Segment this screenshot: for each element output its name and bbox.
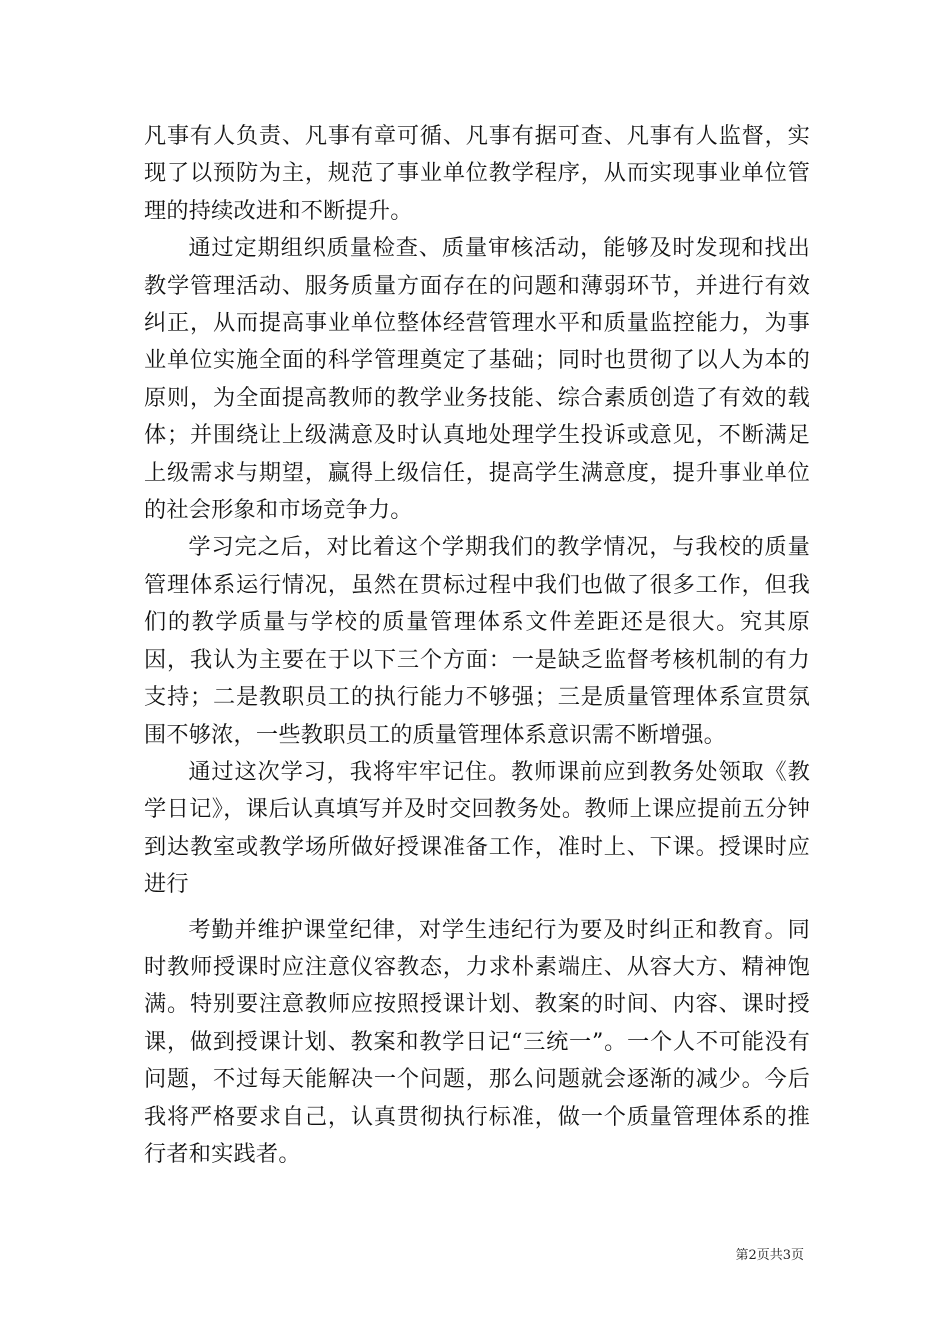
page-number: 第2页共3页 <box>735 1248 804 1263</box>
paragraph-quality-inspection: 通过定期组织质量检查、质量审核活动，能够及时发现和找出教学管理活动、服务质量方面存在的问题和薄弱环节，并进行有效纠正，从而提高事业单位整体经营管理水平和质量监控能力，为事业单位实施全面的科学管理奠定了基础；同时也贯彻了以人为本的原则，为全面提高教师的教学业务技能、综合素质创造了有效的载体；并围绕让上级满意及时认真地处理学生投诉或意见，不断满足上级需求与期望，赢得上级信任，提高学生满意度，提升事业单位的社会形象和市场竞争力。 <box>144 235 810 524</box>
paragraph-after-study: 学习完之后，对比着这个学期我们的教学情况，与我校的质量管理体系运行情况，虽然在贯标过程中我们也做了很多工作，但我们的教学质量与学校的质量管理体系文件差距还是很大。究其原因，我认为主要在于以下三个方面：一是缺乏监督考核机制的有力支持；二是教职员工的执行能力不够强；三是质量管理体系宣贯氛围不够浓，一些教职员工的质量管理体系意识需不断增强。 <box>144 534 810 748</box>
paragraph-continuation: 凡事有人负责、凡事有章可循、凡事有据可查、凡事有人监督，实现了以预防为主，规范了事业单位教学程序，从而实现事业单位管理的持续改进和不断提升。 <box>144 123 810 224</box>
document-body <box>144 118 810 1173</box>
paragraph-teaching-diary: 通过这次学习，我将牢牢记住。教师课前应到教务处领取《教学日记》，课后认真填写并及时交回教务处。教师上课应提前五分钟到达教室或教学场所做好授课准备工作，准时上、下课。授课时应进行 <box>144 758 810 898</box>
paragraph-attendance: 考勤并维护课堂纪律，对学生违纪行为要及时纠正和教育。同时教师授课时应注意仪容教态，力求朴素端庄、从容大方、精神饱满。特别要注意教师应按照授课计划、教案的时间、内容、课时授课，做到授课计划、教案和教学日记“三统一”。一个人不可能没有问题，不过每天能解决一个问题，那么问题就会逐渐的减少。今后我将严格要求自己，认真贯彻执行标准，做一个质量管理体系的推行者和实践者。 <box>144 916 810 1167</box>
